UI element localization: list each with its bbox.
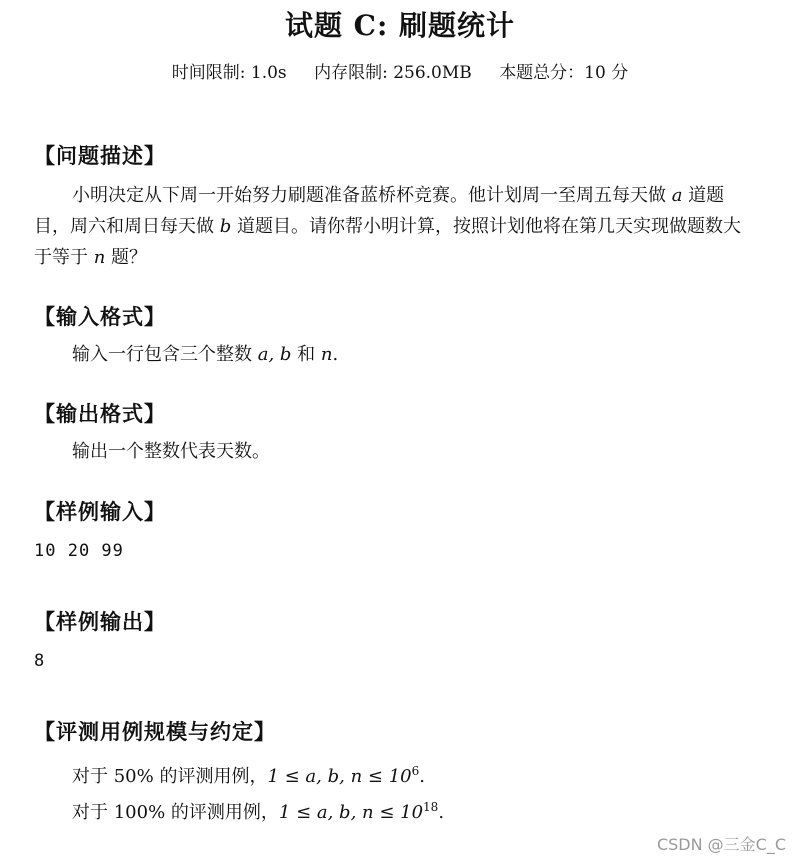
total-score: 本题总分：10 分 <box>499 63 629 83</box>
constraint-line-50: 对于 50% 的评测用例，1 ≤ a, b, $n \le 10^6$. <box>72 764 425 787</box>
sample-input-value: 10 20 99 <box>34 541 124 561</box>
var-n: n <box>93 247 106 268</box>
var-a: a <box>671 185 683 206</box>
output-format-heading: 【输出格式】 <box>34 402 166 426</box>
description-text: 小明决定从下周一开始努力刷题准备蓝桥杯竞赛。他计划周一至周五每天做 a 道题目，周六和周日每天做 b 道题目。请你帮小明计算，按照计划他将在第几天实现做题数大于等于 n 题？ <box>34 185 741 268</box>
time-limit: 时间限制: 1.0s <box>171 63 287 83</box>
constraint-line-100: 对于 100% 的评测用例，1 ≤ a, b, $n \le 10^{18}$. <box>72 800 445 823</box>
watermark: CSDN @三金C_C <box>656 835 786 854</box>
input-format-text: 输入一行包含三个整数 a, b 和 n. <box>72 344 339 365</box>
memory-limit: 内存限制: 256.0MB <box>314 63 472 83</box>
sample-output-value: 8 <box>34 651 46 671</box>
problem-meta <box>0 58 800 83</box>
output-format-text: 输出一个整数代表天数。 <box>72 441 270 462</box>
sample-input-heading: 【样例输入】 <box>34 500 166 524</box>
input-format-heading: 【输入格式】 <box>34 305 166 329</box>
problem-title: 试题 C: 刷题统计 <box>284 9 516 42</box>
var-b: b <box>219 216 232 237</box>
sample-output-heading: 【样例输出】 <box>34 610 166 634</box>
constraints-heading: 【评测用例规模与约定】 <box>34 720 276 744</box>
description-heading: 【问题描述】 <box>34 144 166 168</box>
